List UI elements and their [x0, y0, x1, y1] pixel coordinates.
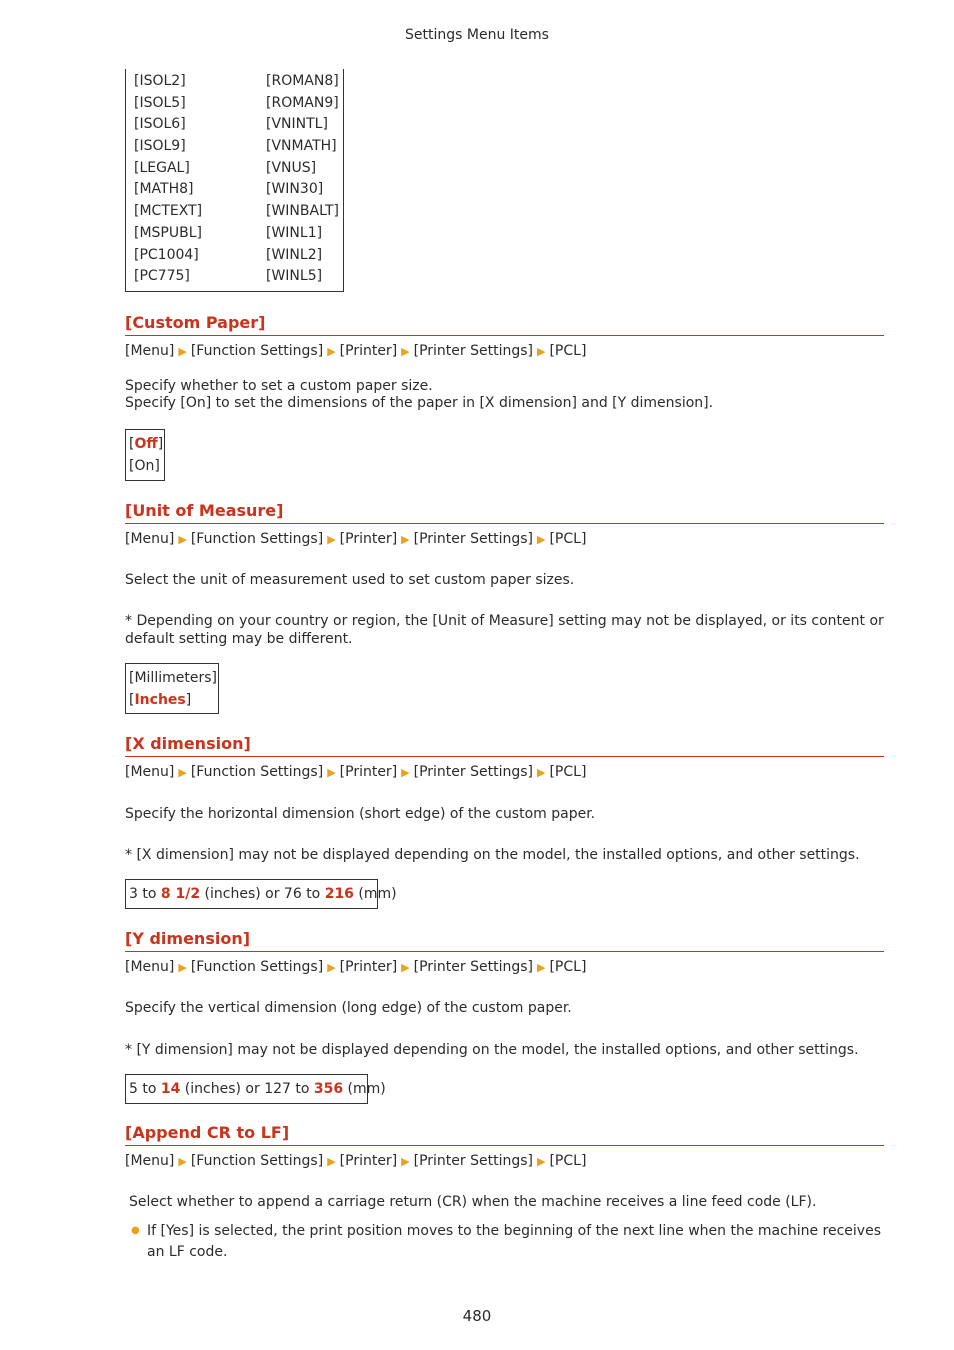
description: Select the unit of measurement used to set custom paper sizes.: [125, 572, 575, 588]
arrow-right-icon: ▶: [401, 1155, 410, 1168]
description: Specify [On] to set the dimensions of the paper in [X dimension] and [Y dimension].: [125, 395, 714, 411]
section-title-x-dimension: [X dimension]: [125, 734, 884, 757]
charset-cell: [WINL1]: [266, 224, 323, 241]
arrow-right-icon: ▶: [401, 766, 410, 779]
path-item: [Printer]: [339, 764, 398, 780]
arrow-right-icon: ▶: [401, 345, 410, 358]
arrow-right-icon: ▶: [327, 766, 336, 779]
default-value: Inches: [134, 692, 186, 708]
arrow-right-icon: ▶: [327, 1155, 336, 1168]
menu-path: [125, 1152, 586, 1171]
bullet-icon: ●: [131, 1225, 140, 1236]
arrow-right-icon: ▶: [537, 345, 546, 358]
option-item: [Off]: [129, 436, 164, 452]
option-item: [Inches]: [129, 692, 192, 708]
page-header: Settings Menu Items: [405, 27, 549, 43]
arrow-right-icon: ▶: [178, 1155, 187, 1168]
range-box: 3 to 8 1/2 (inches) or 76 to 216 (mm): [125, 879, 378, 909]
default-value: 14: [160, 1081, 181, 1097]
charset-cell: [ISOL9]: [134, 138, 186, 155]
arrow-right-icon: ▶: [401, 961, 410, 974]
path-item: [Function Settings]: [190, 1153, 324, 1169]
path-item: [Menu]: [125, 764, 175, 780]
path-item: [PCL]: [549, 343, 587, 359]
description: Specify the horizontal dimension (short edge) of the custom paper.: [125, 806, 596, 822]
arrow-right-icon: ▶: [327, 961, 336, 974]
charset-cell: [ISOL5]: [134, 94, 186, 111]
note: * [X dimension] may not be displayed depending on the model, the installed options, and other settings.: [125, 847, 860, 863]
charset-cell: [MCTEXT]: [134, 203, 203, 220]
arrow-right-icon: ▶: [537, 766, 546, 779]
arrow-right-icon: ▶: [178, 961, 187, 974]
path-item: [Printer]: [339, 343, 398, 359]
path-item: [Printer Settings]: [413, 1153, 533, 1169]
charset-cell: [ISOL2]: [134, 73, 186, 89]
charset-cell: [ROMAN8]: [266, 73, 339, 89]
default-value: 356: [313, 1081, 344, 1097]
charset-cell: [VNINTL]: [266, 116, 328, 133]
menu-path: [125, 530, 586, 549]
path-item: [Function Settings]: [190, 959, 324, 975]
section-title-y-dimension: [Y dimension]: [125, 929, 884, 952]
option-item: [Millimeters]: [129, 670, 217, 686]
note: * Depending on your country or region, the [Unit of Measure] setting may not be displayed, or its content or default setting may be different.: [125, 613, 884, 647]
path-item: [Printer]: [339, 1153, 398, 1169]
arrow-right-icon: ▶: [327, 533, 336, 546]
path-item: [Menu]: [125, 1153, 175, 1169]
charset-cell: [WINL2]: [266, 246, 323, 263]
default-value: Off: [134, 436, 158, 452]
arrow-right-icon: ▶: [537, 1155, 546, 1168]
charset-cell: [WIN30]: [266, 181, 324, 198]
arrow-right-icon: ▶: [178, 345, 187, 358]
path-item: [Menu]: [125, 343, 175, 359]
charset-column-2: [266, 71, 339, 288]
charset-cell: [PC775]: [134, 268, 190, 285]
page-number: 480: [462, 1307, 492, 1325]
charset-cell: [VNMATH]: [266, 138, 337, 155]
path-item: [Printer Settings]: [413, 343, 533, 359]
path-item: [Function Settings]: [190, 764, 324, 780]
charset-cell: [WINL5]: [266, 268, 323, 285]
menu-path: [125, 763, 586, 782]
description: Specify whether to set a custom paper size.: [125, 378, 433, 394]
path-item: [Printer Settings]: [413, 959, 533, 975]
arrow-right-icon: ▶: [178, 533, 187, 546]
arrow-right-icon: ▶: [537, 961, 546, 974]
range-box: 5 to 14 (inches) or 127 to 356 (mm): [125, 1074, 368, 1104]
default-value: 216: [324, 886, 354, 902]
charset-table: [125, 69, 344, 292]
path-item: [PCL]: [549, 959, 587, 975]
path-item: [PCL]: [549, 1153, 587, 1169]
path-item: [PCL]: [549, 764, 587, 780]
charset-cell: [MSPUBL]: [134, 224, 202, 241]
path-item: [Printer Settings]: [413, 764, 533, 780]
charset-cell: [ROMAN9]: [266, 94, 339, 111]
note: * [Y dimension] may not be displayed depending on the model, the installed options, and other settings.: [125, 1042, 859, 1058]
charset-cell: [LEGAL]: [134, 159, 190, 176]
arrow-right-icon: ▶: [327, 345, 336, 358]
path-item: [Printer]: [339, 531, 398, 547]
charset-cell: [PC1004]: [134, 246, 199, 263]
options-box: [125, 663, 219, 714]
charset-column-1: [134, 71, 202, 288]
option-item: [On]: [129, 458, 160, 474]
charset-cell: [WINBALT]: [266, 203, 339, 220]
charset-cell: [VNUS]: [266, 159, 317, 176]
path-item: [Menu]: [125, 959, 175, 975]
path-item: [Function Settings]: [190, 343, 324, 359]
menu-path: [125, 958, 586, 977]
charset-cell: [ISOL6]: [134, 116, 186, 133]
description: Select whether to append a carriage return (CR) when the machine receives a line feed code (LF).: [129, 1194, 817, 1210]
arrow-right-icon: ▶: [178, 766, 187, 779]
path-item: [Menu]: [125, 531, 175, 547]
section-title-append-cr-to-lf: [Append CR to LF]: [125, 1123, 884, 1146]
section-title-custom-paper: [Custom Paper]: [125, 313, 884, 336]
path-item: [Printer Settings]: [413, 531, 533, 547]
default-value: 8 1/2: [160, 886, 201, 902]
bullet-text: If [Yes] is selected, the print position moves to the beginning of the next line when the machine receives an LF code.: [147, 1223, 881, 1260]
arrow-right-icon: ▶: [537, 533, 546, 546]
section-title-unit-of-measure: [Unit of Measure]: [125, 501, 884, 524]
charset-cell: [MATH8]: [134, 181, 194, 198]
path-item: [Function Settings]: [190, 531, 324, 547]
path-item: [PCL]: [549, 531, 587, 547]
path-item: [Printer]: [339, 959, 398, 975]
description: Specify the vertical dimension (long edge) of the custom paper.: [125, 1000, 572, 1016]
options-box: [125, 429, 165, 481]
menu-path: [125, 342, 586, 361]
arrow-right-icon: ▶: [401, 533, 410, 546]
